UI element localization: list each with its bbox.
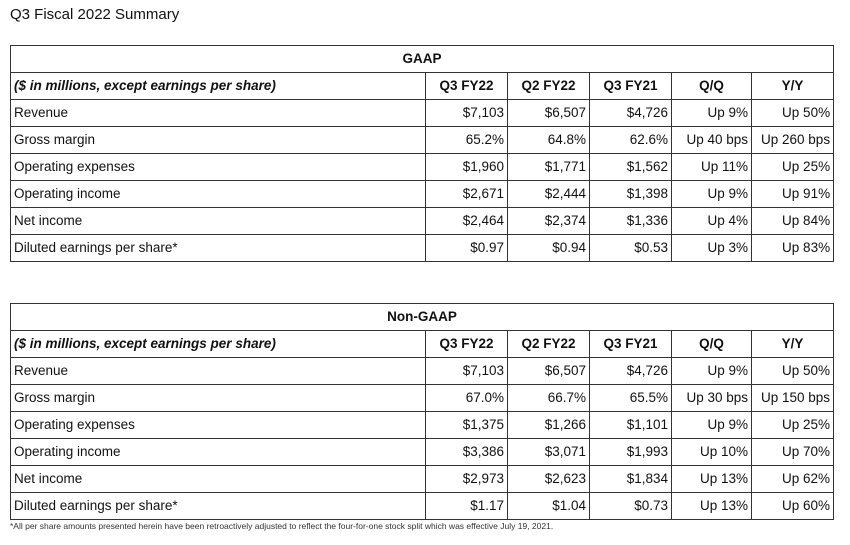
table-cell: $1,266: [508, 412, 590, 439]
table-cell: Up 11%: [672, 154, 752, 181]
table-cell: $0.73: [590, 493, 672, 520]
row-label: Operating income: [11, 439, 426, 466]
table-cell: $1,336: [590, 208, 672, 235]
units-label: ($ in millions, except earnings per share): [11, 331, 426, 358]
row-label: Diluted earnings per share*: [11, 235, 426, 262]
table-cell: $1,562: [590, 154, 672, 181]
table-cell: $2,973: [426, 466, 508, 493]
row-label: Operating expenses: [11, 412, 426, 439]
table-cell: $1,398: [590, 181, 672, 208]
table-cell: $6,507: [508, 358, 590, 385]
column-header: Q/Q: [672, 331, 752, 358]
table-row: [11, 493, 834, 520]
table-cell: Up 83%: [752, 235, 834, 262]
column-header: Q3 FY22: [426, 73, 508, 100]
table-cell: Up 50%: [752, 100, 834, 127]
gaap-summary-table: [10, 45, 834, 262]
section-title-nongaap: Non-GAAP: [11, 304, 834, 331]
table-row: [11, 154, 834, 181]
table-cell: $0.53: [590, 235, 672, 262]
footnote: *All per share amounts presented herein have been retroactively adjusted to reflect the four-for-one stock split which was effective July 19, 2021.: [10, 521, 554, 531]
table-cell: $1,993: [590, 439, 672, 466]
table-row: [11, 208, 834, 235]
row-label: Net income: [11, 208, 426, 235]
table-cell: Up 4%: [672, 208, 752, 235]
table-cell: 67.0%: [426, 385, 508, 412]
table-cell: Up 3%: [672, 235, 752, 262]
table-cell: Up 91%: [752, 181, 834, 208]
table-cell: 65.5%: [590, 385, 672, 412]
table-cell: $2,374: [508, 208, 590, 235]
table-row: [11, 385, 834, 412]
table-cell: $2,671: [426, 181, 508, 208]
table-cell: Up 9%: [672, 358, 752, 385]
table-cell: $4,726: [590, 100, 672, 127]
column-header: Q2 FY22: [508, 73, 590, 100]
column-header: Y/Y: [752, 331, 834, 358]
table-cell: Up 9%: [672, 100, 752, 127]
table-row: [11, 127, 834, 154]
table-cell: Up 13%: [672, 466, 752, 493]
table-cell: $2,464: [426, 208, 508, 235]
table-cell: $3,386: [426, 439, 508, 466]
table-cell: Up 9%: [672, 181, 752, 208]
table-cell: $1,771: [508, 154, 590, 181]
table-cell: $2,623: [508, 466, 590, 493]
row-label: Revenue: [11, 358, 426, 385]
column-header: Q/Q: [672, 73, 752, 100]
table-cell: Up 84%: [752, 208, 834, 235]
table-cell: $0.97: [426, 235, 508, 262]
section-title-gaap: GAAP: [11, 46, 834, 73]
row-label: Operating expenses: [11, 154, 426, 181]
table-row: [11, 439, 834, 466]
table-cell: $1,960: [426, 154, 508, 181]
row-label: Operating income: [11, 181, 426, 208]
table-cell: $3,071: [508, 439, 590, 466]
row-label: Gross margin: [11, 385, 426, 412]
row-label: Gross margin: [11, 127, 426, 154]
units-label: ($ in millions, except earnings per share): [11, 73, 426, 100]
table-cell: Up 260 bps: [752, 127, 834, 154]
table-cell: $1.04: [508, 493, 590, 520]
table-cell: 65.2%: [426, 127, 508, 154]
table-row: [11, 466, 834, 493]
row-label: Revenue: [11, 100, 426, 127]
table-cell: $4,726: [590, 358, 672, 385]
table-cell: Up 13%: [672, 493, 752, 520]
table-cell: Up 10%: [672, 439, 752, 466]
table-cell: $1,101: [590, 412, 672, 439]
row-label: Net income: [11, 466, 426, 493]
row-label: Diluted earnings per share*: [11, 493, 426, 520]
table-cell: $1,834: [590, 466, 672, 493]
column-header: Q3 FY21: [590, 331, 672, 358]
column-header: Q3 FY22: [426, 331, 508, 358]
table-cell: Up 40 bps: [672, 127, 752, 154]
table-row: [11, 181, 834, 208]
table-cell: 66.7%: [508, 385, 590, 412]
table-cell: 64.8%: [508, 127, 590, 154]
table-row: [11, 235, 834, 262]
table-cell: 62.6%: [590, 127, 672, 154]
table-cell: $7,103: [426, 358, 508, 385]
table-cell: Up 25%: [752, 154, 834, 181]
table-cell: Up 50%: [752, 358, 834, 385]
table-cell: $7,103: [426, 100, 508, 127]
table-row: [11, 358, 834, 385]
nongaap-summary-table: [10, 303, 834, 520]
table-cell: Up 25%: [752, 412, 834, 439]
table-row: [11, 412, 834, 439]
table-cell: $2,444: [508, 181, 590, 208]
table-cell: Up 62%: [752, 466, 834, 493]
table-row: [11, 100, 834, 127]
table-cell: $6,507: [508, 100, 590, 127]
column-header: Y/Y: [752, 73, 834, 100]
table-cell: Up 150 bps: [752, 385, 834, 412]
table-cell: Up 70%: [752, 439, 834, 466]
table-cell: Up 60%: [752, 493, 834, 520]
table-cell: $0.94: [508, 235, 590, 262]
table-cell: Up 9%: [672, 412, 752, 439]
column-header: Q2 FY22: [508, 331, 590, 358]
table-cell: Up 30 bps: [672, 385, 752, 412]
table-cell: $1.17: [426, 493, 508, 520]
page-title: Q3 Fiscal 2022 Summary: [10, 6, 180, 23]
column-header: Q3 FY21: [590, 73, 672, 100]
table-cell: $1,375: [426, 412, 508, 439]
